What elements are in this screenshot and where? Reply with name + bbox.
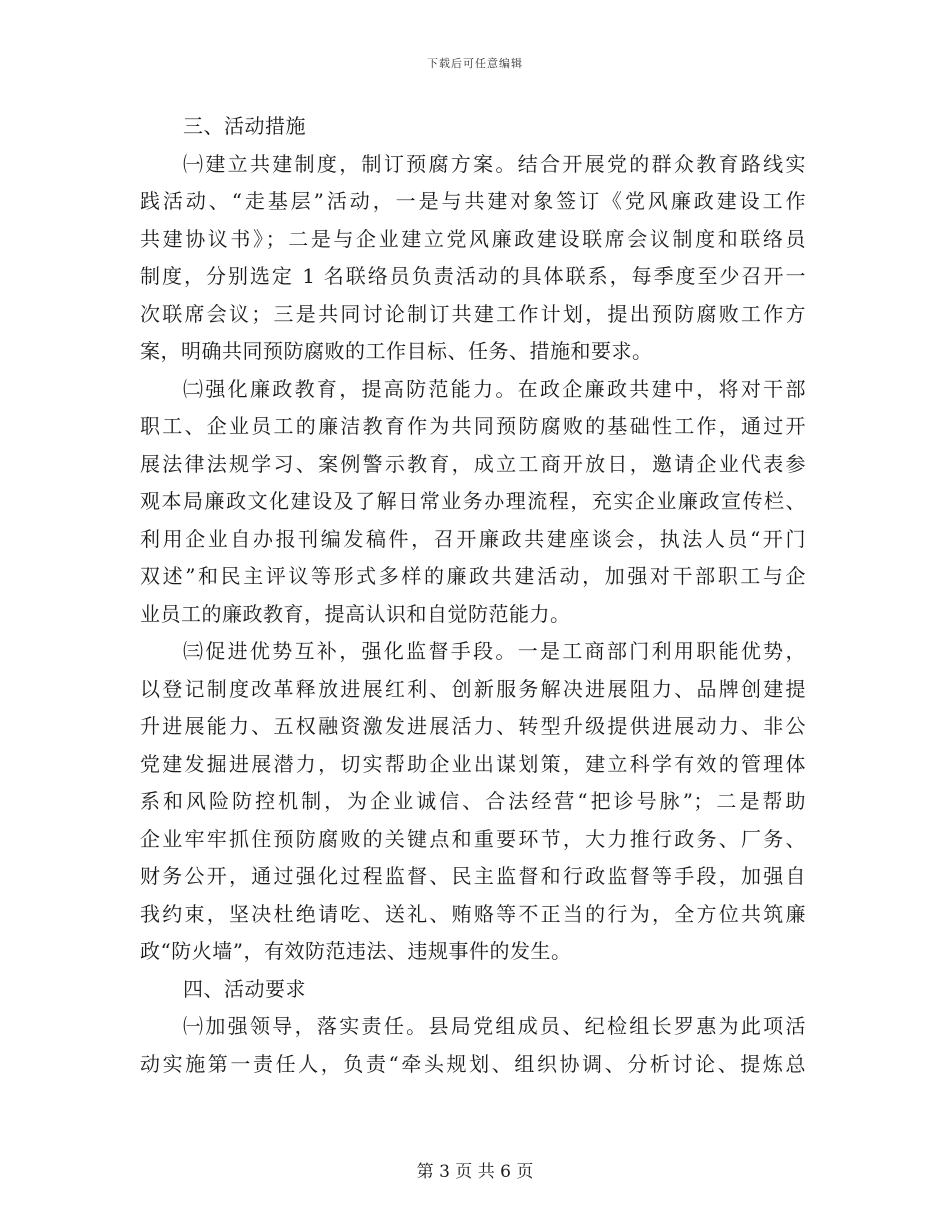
- text-line: ㈠建立共建制度，制订预腐方案。结合开展党的群众教育路线实: [183, 151, 806, 176]
- text-line: 以登记制度改革释放进展红利、创新服务解决进展阻力、品牌创建提: [140, 676, 806, 701]
- text-line: 财务公开，通过强化过程监督、民主监督和行政监督等手段，加强自: [140, 864, 806, 888]
- text-line: 企业牢牢抓住预防腐败的关键点和重要环节，大力推行政务、厂务、: [140, 826, 806, 851]
- text-line: 我约束，坚决杜绝请吃、送礼、贿赂等不正当的行为，全方位共筑廉: [140, 901, 806, 926]
- text-line: ㈠加强领导，落实责任。县局党组成员、纪检组长罗惠为此项活: [183, 1014, 806, 1038]
- text-line: 展法律法规学习、案例警示教育，成立工商开放日，邀请企业代表参: [140, 451, 806, 476]
- text-line: 业员工的廉政教育，提高认识和自觉防范能力。: [140, 601, 571, 626]
- text-line: 案，明确共同预防腐败的工作目标、任务、措施和要求。: [140, 339, 653, 363]
- text-line: 制度，分别选定 1 名联络员负责活动的具体联系，每季度至少召开一: [140, 264, 806, 288]
- text-line: 政“防火墙”，有效防范违法、违规事件的发生。: [140, 939, 572, 963]
- text-line: 利用企业自办报刊编发稿件，召开廉政共建座谈会，执法人员“开门: [140, 526, 806, 551]
- text-line: ㈡强化廉政教育，提高防范能力。在政企廉政共建中，将对干部: [183, 376, 806, 401]
- text-line: 三、活动措施: [183, 114, 306, 138]
- text-line: 动实施第一责任人，负责“牵头规划、组织协调、分析讨论、提炼总: [140, 1051, 806, 1076]
- text-line: 观本局廉政文化建设及了解日常业务办理流程，充实企业廉政宣传栏、: [140, 489, 806, 513]
- text-line: 升进展能力、五权融资激发进展活力、转型升级提供进展动力、非公: [140, 714, 806, 738]
- text-line: 职工、企业员工的廉洁教育作为共同预防腐败的基础性工作，通过开: [140, 414, 806, 438]
- download-note: 下载后可任意编辑: [427, 57, 523, 70]
- text-line: 践活动、“走基层”活动，一是与共建对象签订《党风廉政建设工作: [140, 189, 806, 213]
- text-line: 双述”和民主评议等形式多样的廉政共建活动，加强对干部职工与企: [140, 564, 806, 588]
- text-line: 四、活动要求: [183, 976, 306, 1001]
- text-line: ㈢促进优势互补，强化监督手段。一是工商部门利用职能优势，: [183, 639, 806, 663]
- text-line: 共建协议书》；二是与企业建立党风廉政建设联席会议制度和联络员: [140, 226, 806, 251]
- text-line: 系和风险防控机制，为企业诚信、合法经营“把诊号脉”；二是帮助: [140, 789, 806, 813]
- document-body: [140, 108, 806, 1083]
- text-line: 党建发掘进展潜力，切实帮助企业出谋划策，建立科学有效的管理体: [140, 751, 806, 776]
- text-line: 次联席会议；三是共同讨论制订共建工作计划，提出预防腐败工作方: [140, 301, 806, 326]
- page-number-footer: 第 3 页 共 6 页: [416, 1162, 534, 1182]
